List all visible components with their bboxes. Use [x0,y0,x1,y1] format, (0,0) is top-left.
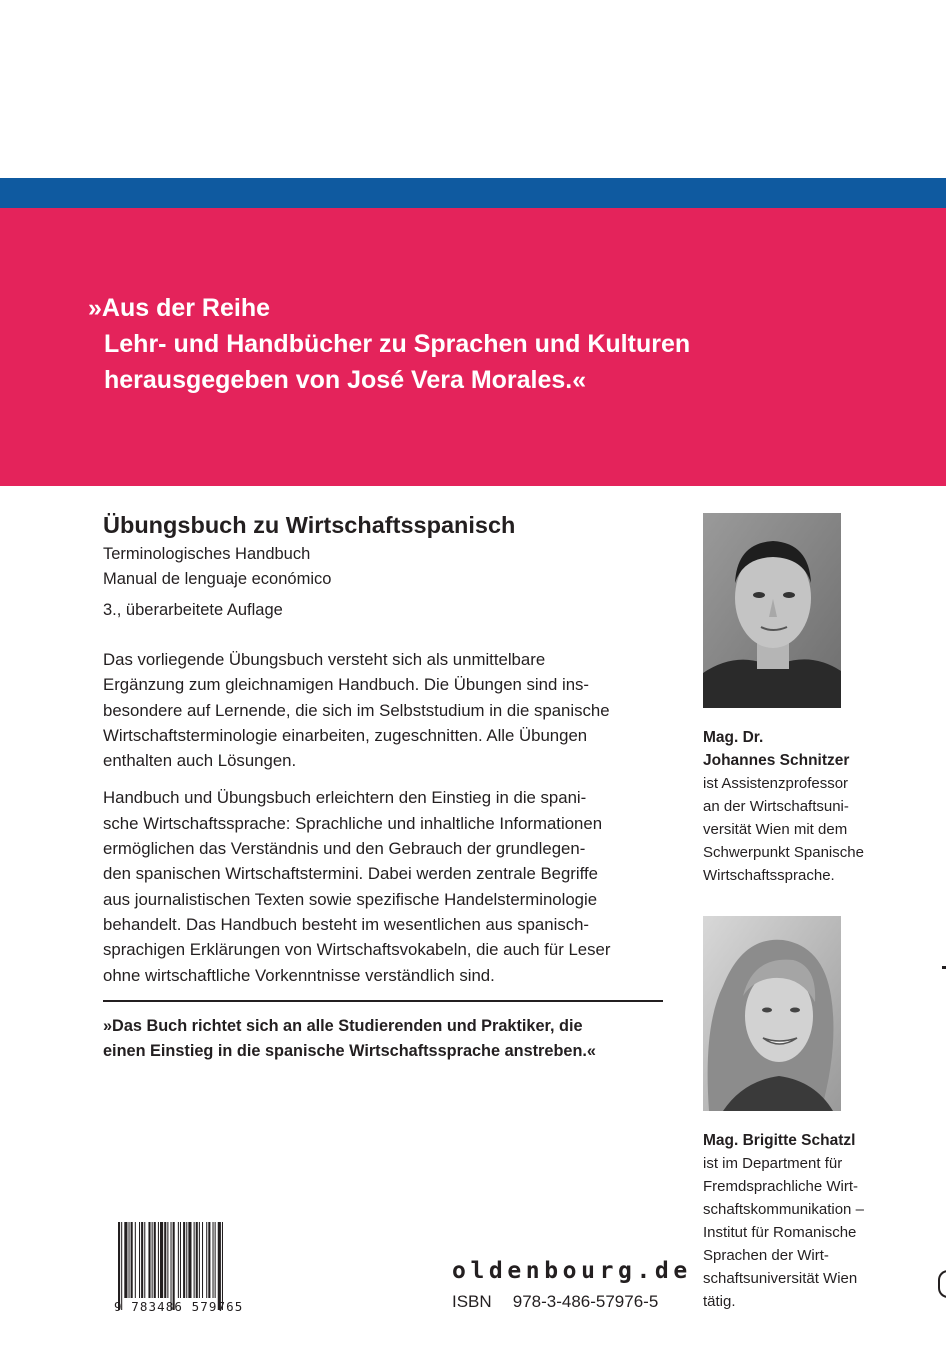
main-text-column [103,508,663,1065]
barcode-bar [186,1222,187,1298]
barcode-bar [167,1222,168,1298]
blue-stripe [0,178,946,208]
barcode-bar [188,1222,191,1298]
book-edition: 3., überarbeitete Auflage [103,601,283,619]
author-bio-line: an der Wirtschaftsuni- [703,798,849,815]
description-line: den spanischen Wirtschaftstermini. Dabei werden zentrale Begriffe [103,864,598,884]
description-paragraph-1 [103,647,663,773]
series-quote-line-3: herausgegeben von José Vera Morales.« [104,366,587,394]
barcode-bar [160,1222,163,1298]
description-line: Das vorliegende Übungsbuch versteht sich als unmittelbare [103,650,546,669]
barcode-bar [148,1222,150,1298]
barcode-bar [141,1222,143,1298]
barcode-bar [121,1222,122,1310]
description-line: ohne wirtschaftliche Vorkenntnisse verständlich sind. [103,965,495,985]
author-bio-line: Sprachen der Wirt- [703,1247,829,1264]
barcode-digits: 9 783486 579765 [114,1299,244,1314]
barcode-bar [199,1222,200,1298]
barcode-bar [164,1222,166,1298]
barcode-bar [213,1222,214,1298]
barcode-bar [183,1222,185,1298]
barcode-bar [129,1222,130,1298]
book-subtitle-es: Manual de lenguaje económico [103,570,332,588]
description-line: Ergänzung zum gleichnamigen Handbuch. Die Übungen sind ins- [103,675,590,695]
author-bio-line: Fremdsprachliche Wirt- [703,1178,859,1195]
isbn-number: 978-3-486-57976-5 [512,1292,659,1311]
series-quote-line-1: »Aus der Reihe [88,294,271,322]
barcode-bar [171,1222,172,1310]
description-line: Handbuch und Übungsbuch erleichtern den Einstieg in die spani- [103,788,587,808]
publisher-url: oldenbourg.de [452,1258,692,1284]
description-paragraph-2 [103,785,663,987]
edge-mark-dot [942,966,946,969]
series-quote-line-2: Lehr- und Handbücher zu Sprachen und Kulturen [104,330,691,358]
author-bio-line: schaftsuniversität Wien [703,1270,858,1287]
author-bio-line: ist im Department für [703,1155,843,1172]
barcode-bar [139,1222,140,1298]
description-line: aus journalistischen Texten sowie spezifische Handelsterminologie [103,889,598,909]
barcode-bar [215,1222,216,1298]
author-bio-schnitzer [703,726,943,887]
author-bio-line: Institut für Romanische [703,1224,857,1241]
barcode-bar [131,1222,133,1298]
description-line: behandelt. Das Handbuch besteht im wesentlichen aus spanisch- [103,914,590,934]
author-photo-schnitzer [703,513,841,708]
barcode-bar [144,1222,145,1298]
author-name-line: Mag. Dr. [703,729,764,746]
description-line: sprachigen Erklärungen von Wirtschaftsvokabeln, die auch für Leser [103,940,611,960]
author-bio-line: schaftskommunikation – [703,1201,864,1218]
barcode-bar [135,1222,136,1298]
author-bio-line: tätig. [703,1293,736,1310]
description-line: enthalten auch Lösungen. [103,751,297,771]
author-bio-line: versität Wien mit dem [703,821,848,838]
isbn-label: ISBN [452,1292,492,1311]
author-name-line: Mag. Brigitte Schatzl [703,1132,856,1149]
barcode-bar [202,1222,203,1298]
author-bio-line: Schwerpunkt Spanische [703,844,864,861]
barcode-bar [124,1222,127,1298]
target-audience-line: »Das Buch richtet sich an alle Studierenden und Praktiker, die [103,1016,583,1035]
barcode-bar [118,1222,120,1310]
description-line: Wirtschaftsterminologie einarbeiten, zugeschnitten. Alle Übungen [103,725,588,745]
barcode-bar [222,1222,223,1310]
author-bio-line: Wirtschaftssprache. [703,867,835,884]
barcode-bar [208,1222,210,1298]
barcode-bar [218,1222,221,1310]
author-bio-schatzl [703,1129,943,1313]
barcode-bar [196,1222,198,1298]
barcode-bar [173,1222,175,1310]
isbn-line [452,1292,658,1312]
author-bio-line: ist Assistenzprofessor [703,775,849,792]
target-audience-line: einen Einstieg in die spanische Wirtschaftssprache anstreben.« [103,1042,596,1061]
barcode-bar [206,1222,207,1298]
barcode-bar [194,1222,195,1298]
book-subtitle-de: Terminologisches Handbuch [103,545,311,563]
author-photo-schatzl [703,916,841,1111]
target-audience-quote [103,1014,663,1065]
divider-rule [103,1000,663,1002]
edge-mark-bracket [938,1270,946,1298]
barcode-bar [152,1222,153,1298]
description-line: besondere auf Lernende, die sich im Selbststudium in die spanische [103,700,610,720]
barcode-bar [180,1222,181,1298]
barcode-bar [154,1222,156,1298]
barcode-bar [158,1222,159,1298]
description-line: ermöglichen das Verständnis und den Gebrauch der grundlegen- [103,839,586,859]
description-line: sche Wirtschaftssprache: Sprachliche und inhaltliche Informationen [103,813,603,833]
author-name-line: Johannes Schnitzer [703,752,850,769]
book-title: Übungsbuch zu Wirtschaftsspanisch [103,512,516,538]
barcode-bar [178,1222,179,1298]
series-quote [88,290,808,398]
